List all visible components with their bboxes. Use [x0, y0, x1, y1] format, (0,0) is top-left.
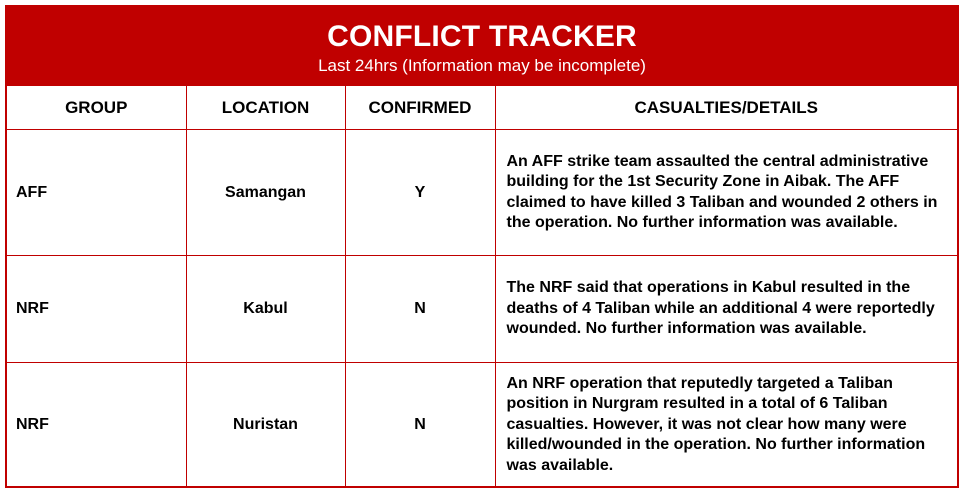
column-header-group: GROUP: [7, 86, 186, 130]
cell-group: NRF: [7, 256, 186, 363]
page-subtitle: Last 24hrs (Information may be incomplete): [318, 56, 646, 75]
tracker-header: [7, 7, 957, 86]
column-header-confirmed: CONFIRMED: [345, 86, 495, 130]
cell-location: Kabul: [186, 256, 345, 363]
cell-location: Samangan: [186, 130, 345, 256]
cell-confirmed: Y: [345, 130, 495, 256]
cell-confirmed: N: [345, 256, 495, 363]
cell-details: An NRF operation that reputedly targeted a Taliban position in Nurgram resulted in a total of 6 Taliban casualties. However, it was not clear how many were killed/wounded in the operation. No further information was available.: [495, 363, 957, 487]
cell-details: The NRF said that operations in Kabul resulted in the deaths of 4 Taliban while an additional 4 were reportedly wounded. No further information was available.: [495, 256, 957, 363]
table-row: [7, 363, 957, 487]
conflict-tracker: [5, 5, 959, 488]
page-title: CONFLICT TRACKER: [327, 20, 637, 53]
table-row: [7, 256, 957, 363]
conflict-table: [7, 86, 957, 487]
column-header-details: CASUALTIES/DETAILS: [495, 86, 957, 130]
table-header-row: [7, 86, 957, 130]
cell-details: An AFF strike team assaulted the central administrative building for the 1st Security Zone in Aibak. The AFF claimed to have killed 3 Taliban and wounded 2 others in the operation. No further information was available.: [495, 130, 957, 256]
cell-confirmed: N: [345, 363, 495, 487]
cell-location: Nuristan: [186, 363, 345, 487]
column-header-location: LOCATION: [186, 86, 345, 130]
table-row: [7, 130, 957, 256]
cell-group: NRF: [7, 363, 186, 487]
cell-group: AFF: [7, 130, 186, 256]
